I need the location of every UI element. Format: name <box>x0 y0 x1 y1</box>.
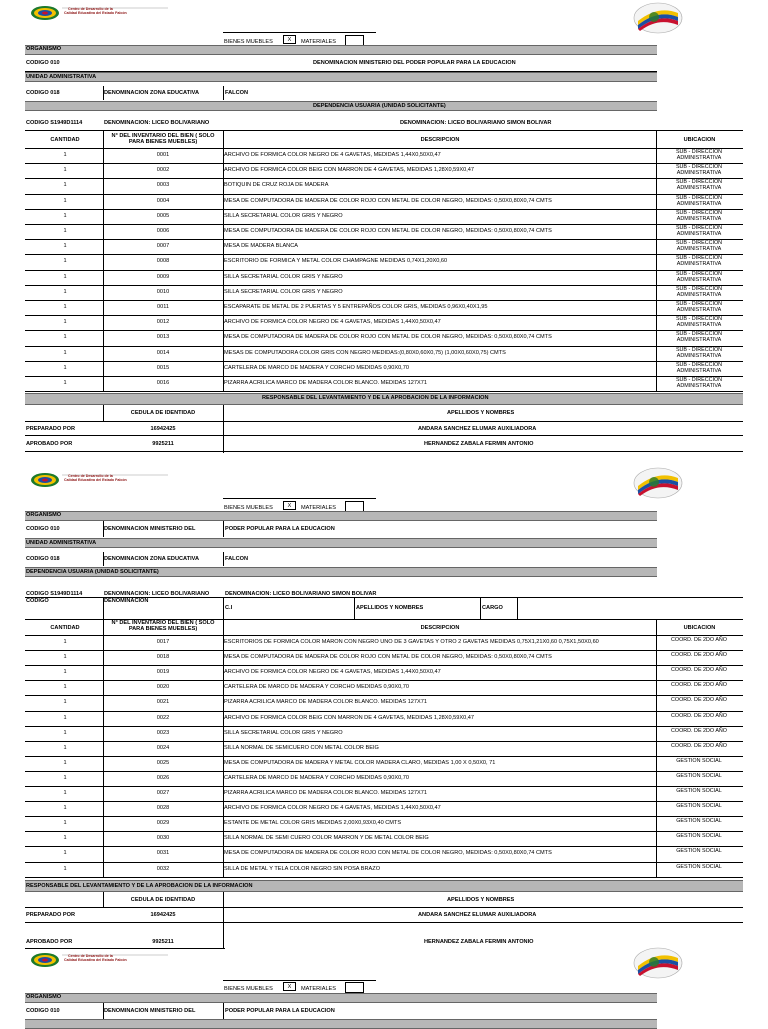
denominacion-label: DENOMINACION <box>104 598 149 604</box>
organismo-label: ORGANISMO <box>26 46 62 52</box>
row-location: COORD. DE 2DO AÑO <box>670 727 727 734</box>
row-location: GESTION SOCIAL <box>676 833 722 840</box>
preparado-cedula: 16942425 <box>150 426 176 432</box>
bienes-muebles-checkbox[interactable]: X <box>283 35 296 44</box>
codigo-label: CODIGO <box>26 598 49 604</box>
row-description: CARTELERA DE MARCO DE MADERA Y CORCHO MEDIDAS 0,90X0,70 <box>224 684 409 691</box>
row-description: ESCAPARATE DE METAL DE 2 PUERTAS Y 5 ENTREPAÑOS COLOR GRIS, MEDIDAS 0,96X0,40X1,95 <box>224 304 488 310</box>
state-seal-icon <box>632 946 684 980</box>
row-location: COORD. DE 2DO AÑO <box>670 637 727 643</box>
row-location: COORD. DE 2DO AÑO <box>670 682 727 689</box>
row-inventory-number: 0014 <box>156 349 170 356</box>
row-inventory-number: 0025 <box>156 759 170 766</box>
ubicacion-header: UBICACION <box>683 137 716 143</box>
inventario-header: N° DEL INVENTARIO DEL BIEN ( SOLO PARA BIENES MUEBLES) <box>111 620 215 632</box>
row-quantity: 1 <box>63 319 67 326</box>
institution-logo <box>30 4 170 22</box>
denominacion-ministerio-a: DENOMINACION MINISTERIO DEL <box>104 526 196 532</box>
descripcion-header: DESCRIPCION <box>420 625 460 631</box>
row-quantity: 1 <box>63 835 67 842</box>
row-description: MESA DE COMPUTADORA DE MADERA DE COLOR ROJO CON METAL DE COLOR NEGRO, MEDIDAS: 0,50X0,80X0,74 CMTS <box>224 334 552 341</box>
aprobado-label: APROBADO POR <box>26 441 73 447</box>
row-quantity: 1 <box>63 639 67 645</box>
row-location: SUB - DIRECCION ADMINISTRATIVA <box>675 225 723 237</box>
row-inventory-number: 0011 <box>156 304 170 310</box>
materiales-checkbox[interactable] <box>345 982 364 993</box>
row-inventory-number: 0020 <box>156 684 170 691</box>
bienes-muebles-label: BIENES MUEBLES <box>224 986 273 992</box>
bienes-muebles-label: BIENES MUEBLES <box>224 505 273 511</box>
row-quantity: 1 <box>63 273 67 280</box>
row-location: GESTION SOCIAL <box>676 818 722 825</box>
materiales-label: MATERIALES <box>301 986 337 992</box>
row-quantity: 1 <box>63 364 67 371</box>
dependencia-label: DEPENDENCIA USUARIA (UNIDAD SOLICITANTE) <box>313 103 446 109</box>
row-inventory-number: 0029 <box>156 820 170 827</box>
row-location: GESTION SOCIAL <box>676 772 722 779</box>
row-location: COORD. DE 2DO AÑO <box>670 697 727 704</box>
row-quantity: 1 <box>63 152 67 158</box>
unidad-administrativa-label: UNIDAD ADMINISTRATIVA <box>26 74 97 80</box>
row-quantity: 1 <box>63 714 67 721</box>
denominacion-ministerio-a: DENOMINACION MINISTERIO DEL <box>104 1008 196 1014</box>
row-inventory-number: 0021 <box>156 699 170 706</box>
row-location: GESTION SOCIAL <box>676 863 722 870</box>
row-quantity: 1 <box>63 744 67 751</box>
row-quantity: 1 <box>63 288 67 295</box>
row-location: SUB - DIRECCION ADMINISTRATIVA <box>675 377 723 389</box>
row-inventory-number: 0015 <box>156 364 170 371</box>
preparado-label: PREPARADO POR <box>26 912 76 918</box>
apellidos-header: APELLIDOS Y NOMBRES <box>447 897 515 903</box>
row-description: SILLA NORMAL DE SEMICUERO CON METAL COLOR BEIG <box>224 744 379 751</box>
row-inventory-number: 0003 <box>156 182 170 189</box>
row-location: SUB - DIRECCION ADMINISTRATIVA <box>675 346 723 359</box>
row-quantity: 1 <box>63 212 67 219</box>
row-quantity: 1 <box>63 349 67 356</box>
row-quantity: 1 <box>63 228 67 234</box>
cantidad-header: CANTIDAD <box>50 625 80 631</box>
row-quantity: 1 <box>63 684 67 691</box>
logo-text-1: Centro de Desarrollo de la <box>68 954 113 958</box>
row-inventory-number: 0006 <box>156 228 170 234</box>
row-inventory-number: 0016 <box>156 380 170 386</box>
row-inventory-number: 0032 <box>156 865 170 872</box>
row-location: SUB - DIRECCION ADMINISTRATIVA <box>675 331 723 344</box>
state-seal-icon <box>632 466 684 500</box>
aprobado-cedula: 9925211 <box>152 441 174 447</box>
codigo-010: CODIGO 010 <box>26 1008 60 1014</box>
codigo-018: CODIGO 018 <box>26 90 60 96</box>
row-quantity: 1 <box>63 850 67 857</box>
row-description: SILLA SECRETARIAL COLOR GRIS Y NEGRO <box>224 273 343 280</box>
institution-logo <box>30 951 170 969</box>
row-inventory-number: 0008 <box>156 258 170 265</box>
preparado-name: ANDARA SANCHEZ ELUMAR AUXILIADORA <box>418 426 537 432</box>
row-description: MESA DE MADERA BLANCA <box>224 243 298 250</box>
cantidad-header: CANTIDAD <box>50 137 80 143</box>
row-description: ARCHIVO DE FORMICA COLOR NEGRO DE 4 GAVETAS, MEDIDAS 1,44X0,50X0,47 <box>224 805 441 812</box>
row-inventory-number: 0013 <box>156 334 170 341</box>
row-quantity: 1 <box>63 669 67 676</box>
aprobado-label: APROBADO POR <box>26 939 73 945</box>
row-description: ESCRITORIOS DE FORMICA COLOR MARON CON NEGRO UNO DE 3 GAVETAS Y OTRO 2 GAVETAS MEDIDAS 0,75X1,21X0,60 0,75X1,50X0,60 <box>224 639 599 645</box>
row-description: ARCHIVO DE FORMICA COLOR NEGRO DE 4 GAVETAS, MEDIDAS 1,44X0,50X0,47 <box>224 669 441 676</box>
row-quantity: 1 <box>63 197 67 204</box>
row-description: MESA DE COMPUTADORA DE MADERA DE COLOR ROJO CON METAL DE COLOR NEGRO, MEDIDAS: 0,50X0,80X0,74 CMTS <box>224 228 552 234</box>
aprobado-cedula: 9925211 <box>152 939 174 945</box>
bienes-muebles-label: BIENES MUEBLES <box>224 39 273 45</box>
state-seal-icon <box>632 1 684 35</box>
row-location: SUB - DIRECCION ADMINISTRATIVA <box>675 240 723 253</box>
row-inventory-number: 0010 <box>156 288 170 295</box>
row-inventory-number: 0028 <box>156 805 170 812</box>
bienes-muebles-checkbox[interactable]: X <box>283 501 296 510</box>
row-location: GESTION SOCIAL <box>676 803 722 810</box>
row-inventory-number: 0023 <box>156 729 170 736</box>
apellidos-header: APELLIDOS Y NOMBRES <box>447 410 515 416</box>
unidad-administrativa-label: UNIDAD ADMINISTRATIVA <box>26 540 97 546</box>
row-description: ESTANTE DE METAL COLOR GRIS MEDIDAS 2,00X0,93X0,40 CMTS <box>224 820 402 827</box>
row-location: GESTION SOCIAL <box>676 757 722 764</box>
row-inventory-number: 0009 <box>156 273 170 280</box>
preparado-cedula: 16942425 <box>150 912 176 918</box>
row-description: MESA DE COMPUTADORA DE MADERA DE COLOR ROJO CON METAL DE COLOR NEGRO, MEDIDAS: 0,50X0,80X0,74 CMTS <box>224 197 552 204</box>
denominacion-ministerio-b: PODER POPULAR PARA LA EDUCACION <box>225 526 335 532</box>
apellidos-nombres-label: APELLIDOS Y NOMBRES <box>356 605 424 611</box>
institution-logo <box>30 471 170 489</box>
row-description: PIZARRA ACRILICA MARCO DE MADERA COLOR BLANCO. MEDIDAS 127X71 <box>224 699 427 706</box>
row-quantity: 1 <box>63 380 67 386</box>
row-inventory-number: 0018 <box>156 654 170 661</box>
row-inventory-number: 0001 <box>156 152 170 158</box>
row-quantity: 1 <box>63 774 67 781</box>
row-inventory-number: 0031 <box>156 850 170 857</box>
responsable-label: RESPONSABLE DEL LEVANTAMIENTO Y DE LA APROBACION DE LA INFORMACION <box>262 395 489 401</box>
descripcion-header: DESCRIPCION <box>420 137 460 143</box>
row-location: SUB - DIRECCION ADMINISTRATIVA <box>675 164 723 177</box>
row-description: MESA DE COMPUTADORA DE MADERA Y METAL COLOR MADERA CLARO, MEDIDAS 1,00 X 0,50X0, 71 <box>224 759 496 766</box>
denominacion-liceo-full: DENOMINACION: LICEO BOLIVARIANO SIMON BOLIVAR <box>225 591 377 597</box>
row-location: SUB - DIRECCION ADMINISTRATIVA <box>675 285 723 298</box>
row-location: SUB - DIRECCION ADMINISTRATIVA <box>675 209 723 222</box>
row-location: GESTION SOCIAL <box>676 848 722 855</box>
logo-text-2: Calidad Educativa del Estado Falcón <box>64 478 127 482</box>
row-inventory-number: 0005 <box>156 212 170 219</box>
logo-text-2: Calidad Educativa del Estado Falcón <box>64 11 127 15</box>
cargo-label: CARGO <box>482 605 503 611</box>
denominacion-zona: DENOMINACION ZONA EDUCATIVA <box>104 90 199 96</box>
row-inventory-number: 0017 <box>156 639 170 645</box>
row-description: MESA DE COMPUTADORA DE MADERA DE COLOR ROJO CON METAL DE COLOR NEGRO, MEDIDAS: 0,50X0,80X0,74 CMTS <box>224 850 552 857</box>
row-description: PIZARRA ACRILICA MARCO DE MADERA COLOR BLANCO. MEDIDAS 127X71 <box>224 380 427 386</box>
dependencia-label: DEPENDENCIA USUARIA (UNIDAD SOLICITANTE) <box>26 569 159 575</box>
logo-text-1: Centro de Desarrollo de la <box>68 7 113 11</box>
row-location: SUB - DIRECCION ADMINISTRATIVA <box>675 255 723 268</box>
denominacion-liceo: DENOMINACION: LICEO BOLIVARIANO <box>104 120 210 126</box>
row-inventory-number: 0012 <box>156 319 170 326</box>
row-location: COORD. DE 2DO AÑO <box>670 652 727 659</box>
row-inventory-number: 0022 <box>156 714 170 721</box>
row-quantity: 1 <box>63 759 67 766</box>
row-location: SUB - DIRECCION ADMINISTRATIVA <box>675 316 723 329</box>
row-description: ESCRITORIO DE FORMICA Y METAL COLOR CHAMPAGNE MEDIDAS 0,74X1,20X0,60 <box>224 258 448 265</box>
codigo-010: CODIGO 010 <box>26 526 60 532</box>
cedula-header: CEDULA DE IDENTIDAD <box>130 410 196 416</box>
row-quantity: 1 <box>63 865 67 872</box>
row-description: SILLA NORMAL DE SEMI CUERO COLOR MARRON Y DE METAL COLOR BEIG <box>224 835 429 842</box>
row-inventory-number: 0004 <box>156 197 170 204</box>
row-quantity: 1 <box>63 729 67 736</box>
row-description: SILLA SECRETARIAL COLOR GRIS Y NEGRO <box>224 212 343 219</box>
codigo-s: CODIGO S1949D1114 <box>26 120 83 126</box>
row-description: SILLA DE METAL Y TELA COLOR NEGRO SIN POSA BRAZO <box>224 865 381 872</box>
row-inventory-number: 0019 <box>156 669 170 676</box>
row-quantity: 1 <box>63 258 67 265</box>
denominacion-liceo: DENOMINACION: LICEO BOLIVARIANO <box>104 591 210 597</box>
row-description: CARTELERA DE MARCO DE MADERA Y CORCHO MEDIDAS 0,90X0,70 <box>224 774 409 781</box>
row-quantity: 1 <box>63 820 67 827</box>
row-location: GESTION SOCIAL <box>676 788 722 794</box>
denominacion-ministerio-b: PODER POPULAR PARA LA EDUCACION <box>225 1008 335 1014</box>
row-quantity: 1 <box>63 805 67 812</box>
row-description: MESA DE COMPUTADORA DE MADERA DE COLOR ROJO CON METAL DE COLOR NEGRO, MEDIDAS: 0,50X0,80X0,74 CMTS <box>224 654 552 661</box>
ubicacion-header: UBICACION <box>683 625 716 631</box>
row-inventory-number: 0002 <box>156 167 170 174</box>
row-location: SUB - DIRECCION ADMINISTRATIVA <box>675 194 723 207</box>
codigo-s: CODIGO S1949D1114 <box>26 591 83 597</box>
codigo-010: CODIGO 010 <box>26 60 60 66</box>
organismo-label: ORGANISMO <box>26 994 62 1000</box>
row-description: PIZARRA ACRILICA MARCO DE MADERA COLOR BLANCO. MEDIDAS 127X71 <box>224 790 427 796</box>
aprobado-name: HERNANDEZ ZABALA FERMIN ANTONIO <box>424 939 534 945</box>
bienes-muebles-checkbox[interactable]: X <box>283 982 296 991</box>
row-quantity: 1 <box>63 790 67 796</box>
row-inventory-number: 0027 <box>156 790 170 796</box>
row-quantity: 1 <box>63 699 67 706</box>
row-description: CARTELERA DE MARCO DE MADERA Y CORCHO MEDIDAS 0,90X0,70 <box>224 364 409 371</box>
row-description: ARCHIVO DE FORMICA COLOR BEIG CON MARRON DE 4 GAVETAS, MEDIDAS 1,28X0,59X0,47 <box>224 167 475 174</box>
row-location: COORD. DE 2DO AÑO <box>670 667 727 674</box>
row-location: SUB - DIRECCION ADMINISTRATIVA <box>675 179 723 192</box>
cedula-header: CEDULA DE IDENTIDAD <box>130 897 196 903</box>
row-quantity: 1 <box>63 334 67 341</box>
denominacion-ministerio: DENOMINACION MINISTERIO DEL PODER POPULAR PARA LA EDUCACION <box>313 60 516 66</box>
ci-label: C.I <box>225 605 233 611</box>
falcon-value: FALCON <box>225 556 248 562</box>
row-location: SUB - DIRECCION ADMINISTRATIVA <box>675 270 723 283</box>
row-description: ARCHIVO DE FORMICA COLOR NEGRO DE 4 GAVETAS, MEDIDAS 1,44X0,50X0,47 <box>224 319 441 326</box>
row-description: ARCHIVO DE FORMICA COLOR NEGRO DE 4 GAVETAS, MEDIDAS 1,44X0,50X0,47 <box>224 152 441 158</box>
preparado-name: ANDARA SANCHEZ ELUMAR AUXILIADORA <box>418 912 537 918</box>
row-quantity: 1 <box>63 654 67 661</box>
falcon-value: FALCON <box>225 90 248 96</box>
row-description: ARCHIVO DE FORMICA COLOR BEIG CON MARRON DE 4 GAVETAS, MEDIDAS 1,28X0,59X0,47 <box>224 714 475 721</box>
row-location: SUB - DIRECCION ADMINISTRATIVA <box>675 149 723 161</box>
organismo-label: ORGANISMO <box>26 512 62 518</box>
materiales-label: MATERIALES <box>301 39 337 45</box>
row-location: COORD. DE 2DO AÑO <box>670 742 727 749</box>
logo-text-2: Calidad Educativa del Estado Falcón <box>64 958 127 962</box>
row-inventory-number: 0007 <box>156 243 170 250</box>
row-location: COORD. DE 2DO AÑO <box>670 712 727 719</box>
responsable-label: RESPONSABLE DEL LEVANTAMIENTO Y DE LA APROBACION DE LA INFORMACION <box>26 883 253 889</box>
row-inventory-number: 0024 <box>156 744 170 751</box>
row-location: SUB - DIRECCION ADMINISTRATIVA <box>675 301 723 313</box>
row-description: SILLA SECRETARIAL COLOR GRIS Y NEGRO <box>224 288 343 295</box>
row-description: BOTIQUIN DE CRUZ ROJA DE MADERA <box>224 182 329 189</box>
row-location: SUB - DIRECCION ADMINISTRATIVA <box>675 361 723 374</box>
preparado-label: PREPARADO POR <box>26 426 76 432</box>
aprobado-name: HERNANDEZ ZABALA FERMIN ANTONIO <box>424 441 534 447</box>
row-quantity: 1 <box>63 167 67 174</box>
denominacion-liceo-full: DENOMINACION: LICEO BOLIVARIANO SIMON BOLIVAR <box>400 120 552 126</box>
row-quantity: 1 <box>63 243 67 250</box>
row-quantity: 1 <box>63 182 67 189</box>
row-inventory-number: 0026 <box>156 774 170 781</box>
materiales-label: MATERIALES <box>301 505 337 511</box>
logo-text-1: Centro de Desarrollo de la <box>68 474 113 478</box>
row-quantity: 1 <box>63 304 67 310</box>
denominacion-zona: DENOMINACION ZONA EDUCATIVA <box>104 556 199 562</box>
inventario-header: N° DEL INVENTARIO DEL BIEN ( SOLO PARA BIENES MUEBLES) <box>111 133 215 145</box>
row-inventory-number: 0030 <box>156 835 170 842</box>
row-description: MESAS DE COMPUTADORA COLOR GRIS CON NEGRO MEDIDAS:(0,80X0,60X0,75) (1,00X0,60X0,75) CMTS <box>224 349 506 356</box>
codigo-018: CODIGO 018 <box>26 556 60 562</box>
row-description: SILLA SECRETARIAL COLOR GRIS Y NEGRO <box>224 729 343 736</box>
